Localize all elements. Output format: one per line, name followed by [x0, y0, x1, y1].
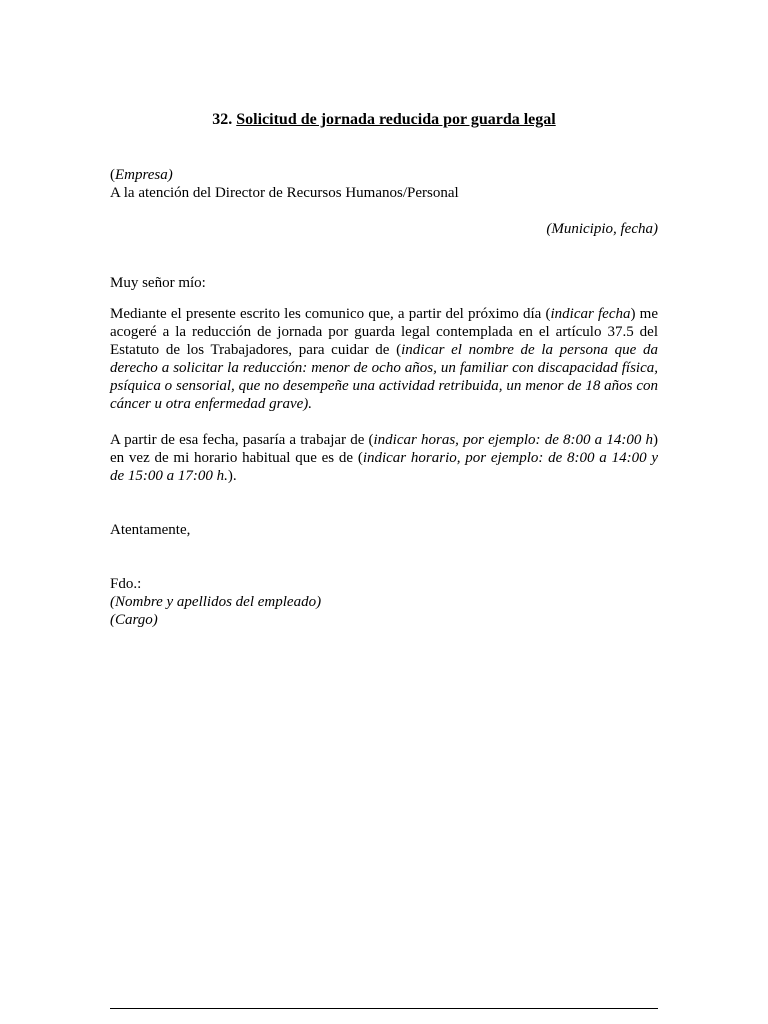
p2-text-e: ).: [227, 468, 237, 484]
title-number: 32.: [212, 111, 233, 128]
company-paren: (: [110, 167, 115, 183]
signature-block: [110, 575, 658, 629]
paragraph-1: [110, 305, 658, 413]
signature-name: (Nombre y apellidos del empleado): [110, 594, 322, 610]
company-placeholder: Empresa): [115, 167, 173, 183]
place-date-placeholder: (Municipio, fecha): [546, 221, 658, 237]
salutation: Muy señor mío:: [110, 275, 206, 291]
p1-placeholder-person: indicar el nombre de la persona que da derecho a solicitar la reducción: menor de ocho años, un familiar con discapacidad física, psíquica o sensorial, que no desempeñe una actividad retribuida, un menor de 18 años con cáncer u otra enfermedad grave).: [110, 342, 658, 412]
p1-text-c: ) me acogeré a la reducción de jornada por guarda legal contemplada en el artículo 37.5 del Estatuto de los Trabajadores, para cuidar de (: [110, 306, 658, 358]
title-text: Solicitud de jornada reducida por guarda legal: [236, 111, 556, 128]
signature-role: (Cargo): [110, 612, 158, 628]
p2-placeholder-schedule: indicar horario, por ejemplo: de 8:00 a 14:00 y de 15:00 a 17:00 h.: [110, 450, 658, 484]
attention-line: A la atención del Director de Recursos Humanos/Personal: [110, 185, 459, 201]
company-line: [110, 166, 658, 184]
place-date: [110, 220, 658, 238]
paragraph-2: [110, 431, 658, 485]
p2-text-c: ) en vez de mi horario habitual que es de (: [110, 432, 658, 466]
document-title: [0, 110, 768, 130]
recipient-block: [110, 166, 658, 202]
closing: Atentamente,: [110, 522, 191, 538]
p1-placeholder-date: indicar fecha: [550, 306, 631, 322]
p1-text-a: Mediante el presente escrito les comunico que, a partir del próximo día (: [110, 306, 551, 322]
signature-label: Fdo.:: [110, 576, 142, 592]
p2-text-a: A partir de esa fecha, pasaría a trabajar de (: [110, 432, 374, 448]
footer-divider: [110, 1008, 658, 1009]
p2-placeholder-hours: indicar horas, por ejemplo: de 8:00 a 14:00 h: [373, 432, 653, 448]
